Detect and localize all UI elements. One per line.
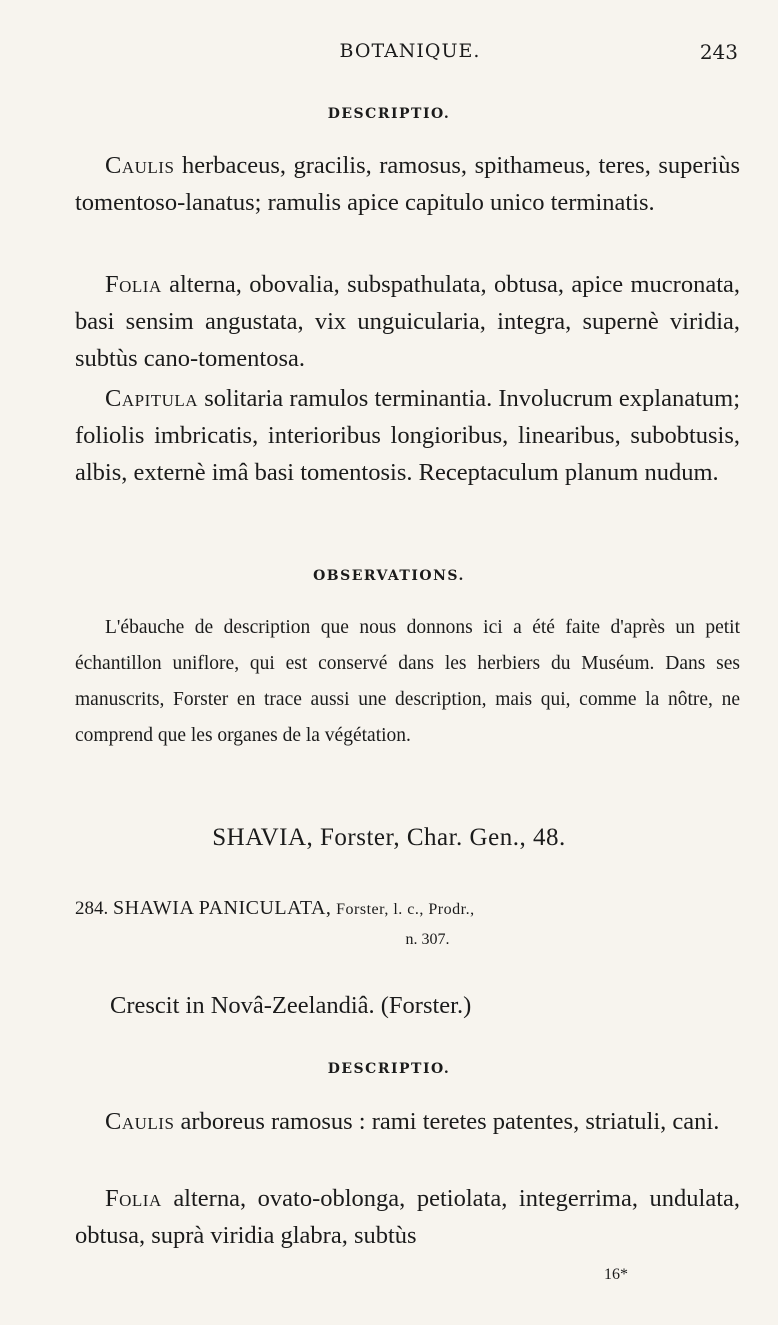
paragraph-observations [75, 610, 740, 754]
folia-lead-1: Folia [105, 271, 162, 298]
paragraph-folia-1 [75, 266, 740, 377]
caulis-lead-2: Caulis [105, 1108, 175, 1135]
species-entry [75, 893, 740, 955]
species-name: SHAWIA PANICULATA, [113, 897, 332, 919]
habitat-line: Crescit in Novâ-Zeelandiâ. (Forster.) [110, 992, 472, 1019]
paragraph-caulis-1 [75, 147, 740, 221]
section-heading-descriptio-2: DESCRIPTIO. [327, 1061, 451, 1077]
genus-heading: SHAVIA, Forster, Char. Gen., 48. [212, 824, 566, 851]
caulis-text-1: herbaceus, gracilis, ramosus, spithameus, teres, superiùs tomentoso-lanatus; ramulis apice capitulo unico terminatis. [75, 152, 741, 216]
species-number: 284. [75, 898, 109, 919]
paragraph-folia-2 [75, 1180, 740, 1254]
running-title: BOTANIQUE. [339, 40, 481, 62]
species-authority: Forster, l. c., Prodr., [336, 901, 475, 918]
observations-text: L'ébauche de description que nous donnons ici a été faite d'après un petit échantillon uniflore, qui est conservé dans les herbiers du Muséum. Dans ses manuscrits, Forster en trace aussi une description, mais qui, comme la nôtre, ne comprend que les organes de la végétation. [75, 617, 740, 746]
signature-mark: 16* [604, 1266, 628, 1283]
folia-text-2: alterna, ovato-oblonga, petiolata, integerrima, undulata, obtusa, suprà viridia glabra, subtùs [75, 1185, 741, 1249]
capitula-text: solitaria ramulos terminantia. Involucrum explanatum; foliolis imbricatis, interioribus longioribus, linearibus, subobtusis, albis, externè imâ basi tomentosis. Receptaculum planum nudum. [75, 385, 741, 486]
paragraph-capitula [75, 380, 740, 491]
folia-text-1: alterna, obovalia, subspathulata, obtusa, apice mucronata, basi sensim angustata, vix unguicularia, integra, supernè viridia, subtùs cano-tomentosa. [75, 271, 740, 372]
folia-lead-2: Folia [105, 1185, 162, 1212]
section-heading-descriptio-1: DESCRIPTIO. [327, 106, 451, 122]
caulis-lead-1: Caulis [105, 152, 175, 179]
section-heading-observations: OBSERVATIONS. [313, 568, 465, 584]
running-header [0, 40, 778, 70]
paragraph-caulis-2 [75, 1103, 740, 1140]
species-reference: n. 307. [405, 931, 450, 948]
caulis-text-2: arboreus ramosus : rami teretes patentes, striatuli, cani. [180, 1108, 720, 1135]
page-number: 243 [699, 40, 738, 64]
capitula-lead: Capitula [105, 385, 199, 412]
